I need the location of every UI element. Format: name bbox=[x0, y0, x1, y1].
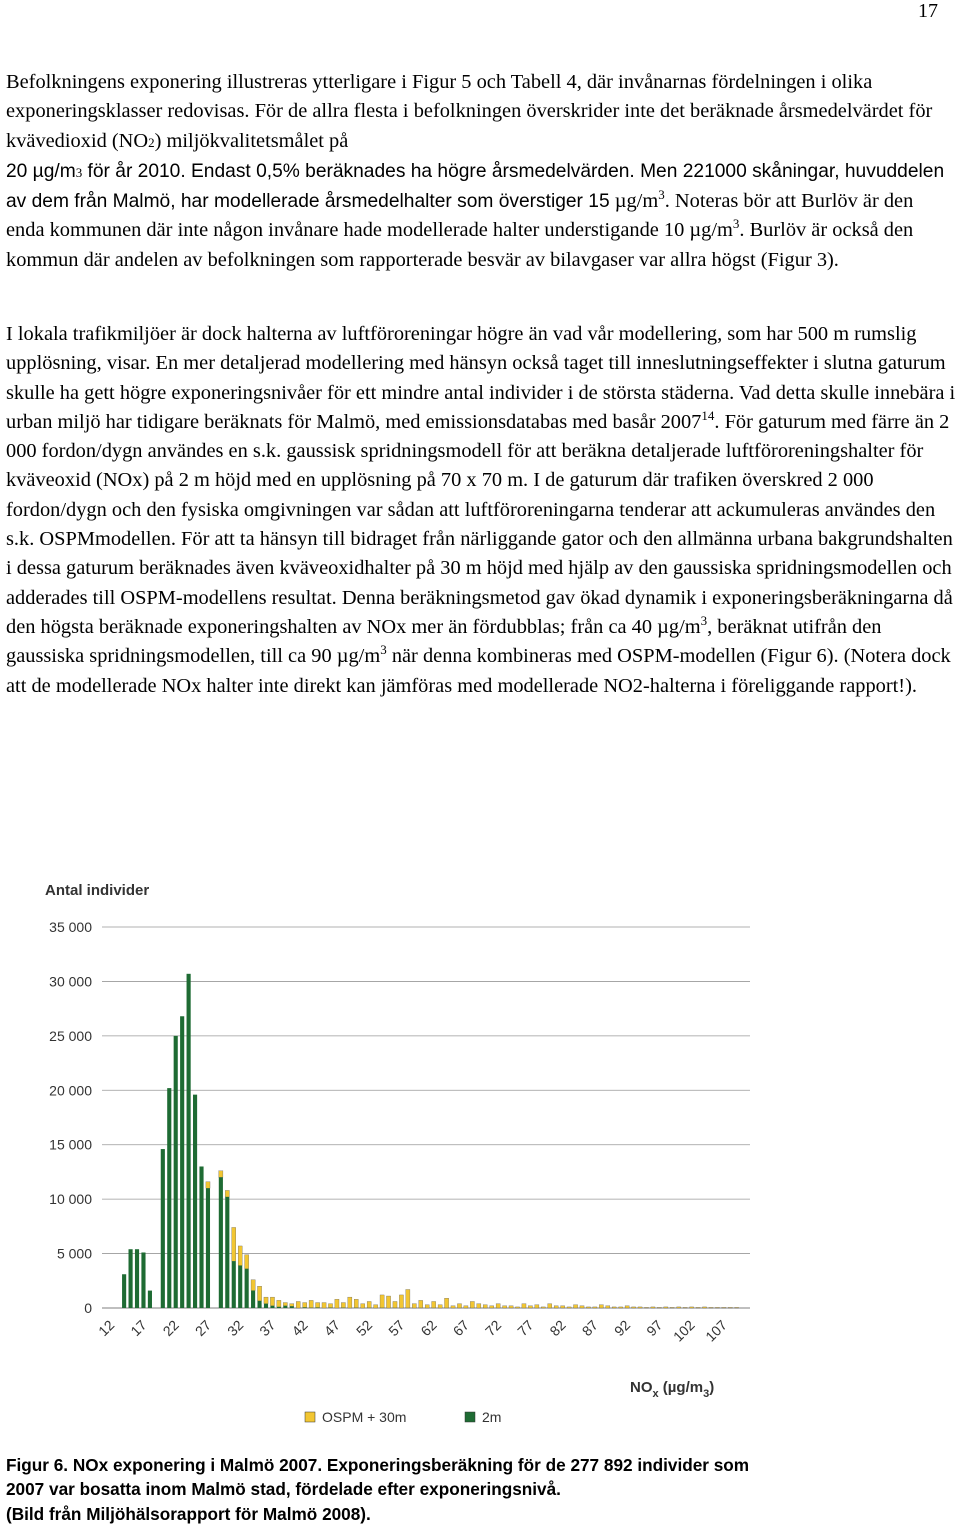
text-span: för år 2010. Endast 0,5% beräknades ha högre årsmedelvärden. Men 221000 skåningar, huvuddelen av dem från Malmö, har modellerade årsmedelhalter som överstiger 15 bbox=[6, 160, 945, 213]
y-tick-label: 30 000 bbox=[49, 973, 92, 990]
x-tick-label: 47 bbox=[320, 1316, 344, 1340]
bar-ospm bbox=[316, 1303, 320, 1308]
x-tick-label: 17 bbox=[127, 1316, 150, 1340]
bar-ospm bbox=[722, 1307, 726, 1308]
bar-ospm bbox=[425, 1305, 429, 1308]
y-tick-labels bbox=[49, 919, 92, 1316]
bar-ospm bbox=[251, 1280, 255, 1291]
x-tick-label: 62 bbox=[417, 1316, 440, 1340]
bar-ospm bbox=[561, 1306, 565, 1308]
bar-2m bbox=[219, 1177, 223, 1308]
bar-ospm bbox=[270, 1297, 274, 1306]
figure-caption bbox=[6, 1453, 956, 1526]
superscript: 3 bbox=[732, 216, 740, 232]
bar-2m bbox=[277, 1307, 281, 1308]
bar-ospm bbox=[380, 1295, 384, 1308]
bar-2m bbox=[187, 974, 191, 1308]
caption-line-1: Figur 6. NOx exponering i Malmö 2007. Exponeringsberäkning för de 277 892 individer som bbox=[6, 1455, 750, 1475]
bar-ospm bbox=[503, 1306, 507, 1308]
bar-2m bbox=[167, 1088, 171, 1308]
bar-2m bbox=[161, 1149, 165, 1308]
paragraph-1 bbox=[6, 68, 956, 275]
x-axis-title-close: ) bbox=[709, 1379, 715, 1396]
bar-ospm bbox=[522, 1304, 526, 1308]
bar-2m bbox=[264, 1304, 268, 1308]
bar-ospm bbox=[709, 1307, 713, 1308]
y-tick-label: 5 000 bbox=[56, 1245, 92, 1262]
bar-2m bbox=[180, 1016, 184, 1308]
x-tick-label: 97 bbox=[643, 1316, 666, 1340]
bar-ospm bbox=[670, 1307, 674, 1308]
bar-ospm bbox=[225, 1190, 229, 1197]
bar-ospm bbox=[393, 1301, 397, 1307]
bar-ospm bbox=[399, 1295, 403, 1308]
bar-ospm bbox=[515, 1307, 519, 1308]
bar-ospm bbox=[496, 1304, 500, 1308]
y-tick-label: 15 000 bbox=[49, 1136, 92, 1153]
bar-ospm bbox=[335, 1299, 339, 1308]
x-axis-title-sub: x bbox=[652, 1388, 659, 1400]
bar-ospm bbox=[464, 1306, 468, 1308]
bar-ospm bbox=[470, 1301, 474, 1307]
bar-2m bbox=[257, 1301, 261, 1308]
bar-2m bbox=[251, 1291, 255, 1308]
y-axis-title: Antal individer bbox=[45, 882, 150, 899]
bar-ospm bbox=[264, 1297, 268, 1304]
x-tick-label: 42 bbox=[288, 1316, 311, 1340]
bar-ospm bbox=[528, 1306, 532, 1308]
legend-swatch-2m bbox=[465, 1412, 475, 1422]
bar-ospm bbox=[715, 1307, 719, 1308]
bar-ospm bbox=[651, 1307, 655, 1308]
bar-ospm bbox=[257, 1286, 261, 1301]
bar-ospm bbox=[290, 1304, 294, 1307]
bar-ospm bbox=[619, 1307, 623, 1308]
bar-2m bbox=[270, 1306, 274, 1308]
text-span: . För gaturum med färre än 2 000 fordon/dygn användes en s.k. gaussisk spridningsmodell för att beräkna detaljerade luftföroreningshalter för kväveoxid (NOx) på 2 m höjd med en upplösning på 70 x 70 m. I de gaturum där trafiken överskred 2 000 fordon/dygn och den fysiska omgivningen var sådan att luftföroreningarna tenderar att ackumuleras användes den s.k. OSPMmodellen. För att ta hänsyn till bidraget från närliggande gator och den allmänna urbana bakgrundshalten i dessa gaturum beräknades även kväveoxidhalter på 30 m höjd med hjälp av den gaussiska spridningsmodellen och adderades till OSPM-modellens resultat. Denna beräkningsmetod gav ökad dynamik i exponeringsberäkningarna då den högsta beräknade exponeringshalten av NOx mer än fördubblas; från ca 40 µg/m bbox=[6, 410, 953, 638]
bar-2m bbox=[193, 1095, 197, 1308]
bar-ospm bbox=[548, 1304, 552, 1308]
bars bbox=[122, 974, 739, 1308]
x-tick-label: 77 bbox=[514, 1316, 537, 1340]
bar-ospm bbox=[348, 1297, 352, 1308]
bar-2m bbox=[238, 1266, 242, 1308]
bar-2m bbox=[135, 1249, 139, 1308]
figure-6-chart bbox=[0, 860, 960, 1440]
bar-ospm bbox=[232, 1227, 236, 1261]
bar-ospm bbox=[644, 1307, 648, 1308]
bar-ospm bbox=[702, 1307, 706, 1308]
superscript: 3 bbox=[380, 642, 387, 658]
superscript: 3 bbox=[700, 613, 708, 629]
bar-ospm bbox=[580, 1306, 584, 1308]
bar-ospm bbox=[277, 1300, 281, 1307]
y-tick-label: 10 000 bbox=[49, 1191, 92, 1208]
x-tick-label: 27 bbox=[191, 1316, 215, 1340]
x-tick-label: 67 bbox=[449, 1316, 473, 1340]
bar-ospm bbox=[625, 1306, 629, 1308]
text-span: , beräknat utifrån den gaussiska spridningsmodellen, till ca 90 µg/m bbox=[6, 615, 882, 668]
x-tick-label: 92 bbox=[610, 1316, 634, 1340]
bar-ospm bbox=[677, 1307, 681, 1308]
paragraph-2 bbox=[6, 320, 956, 701]
bar-ospm bbox=[541, 1307, 545, 1308]
page-number: 17 bbox=[918, 0, 938, 22]
x-tick-label: 72 bbox=[481, 1316, 505, 1340]
bar-2m bbox=[141, 1252, 145, 1308]
bar-ospm bbox=[328, 1304, 332, 1308]
bar-ospm bbox=[632, 1307, 636, 1308]
bar-2m bbox=[129, 1249, 133, 1308]
y-tick-label: 20 000 bbox=[49, 1082, 92, 1099]
bar-ospm bbox=[509, 1306, 513, 1308]
bar-ospm bbox=[483, 1305, 487, 1308]
text-span: ) miljökvalitetsmålet på bbox=[154, 129, 349, 152]
caption-line-3: (Bild från Miljöhälsorapport för Malmö 2008). bbox=[6, 1503, 371, 1524]
bar-ospm bbox=[374, 1305, 378, 1308]
text-span: Befolkningens exponering illustreras ytterligare i Figur 5 och Tabell 4, där invånarnas fördelningen i olika exponeringsklasser redovisas. För de allra flesta i befolkningen överskrider inte det beräknade årsmedelvärdet för kvävedioxid (NO bbox=[6, 71, 933, 152]
y-tick-label: 35 000 bbox=[49, 919, 92, 935]
x-tick-label: 107 bbox=[702, 1316, 730, 1345]
bar-ospm bbox=[219, 1171, 223, 1178]
bar-ospm bbox=[303, 1303, 307, 1308]
bar-ospm bbox=[683, 1307, 687, 1308]
bar-ospm bbox=[238, 1246, 242, 1266]
legend-label-2m: 2m bbox=[482, 1409, 502, 1425]
bar-ospm bbox=[206, 1182, 210, 1189]
caption-line-2: 2007 var bosatta inom Malmö stad, fördelade efter exponeringsnivå. bbox=[6, 1479, 561, 1500]
text-span: . Noteras bör att Burlöv är den enda kommunen där inte någon invånare hade modellerade halter understigande 10 µg/m bbox=[6, 190, 914, 242]
bar-2m bbox=[206, 1188, 210, 1308]
bar-ospm bbox=[451, 1306, 455, 1308]
bar-ospm bbox=[367, 1301, 371, 1307]
bar-2m bbox=[225, 1197, 229, 1308]
bar-2m bbox=[232, 1261, 236, 1308]
bar-ospm bbox=[490, 1306, 494, 1308]
bar-2m bbox=[174, 1036, 178, 1308]
x-tick-label: 102 bbox=[669, 1316, 698, 1345]
bar-2m bbox=[290, 1306, 294, 1308]
bar-ospm bbox=[354, 1299, 358, 1308]
bar-ospm bbox=[296, 1301, 300, 1308]
text-span: när denna kombineras med OSPM-modellen (Figur 6). (Notera dock att de modellerade NOx halter inte direkt kan jämföras med modellerade NO2-halterna i föreliggande rapport!). bbox=[6, 645, 951, 697]
bar-ospm bbox=[361, 1304, 365, 1308]
bar-2m bbox=[245, 1269, 249, 1308]
x-tick-label: 22 bbox=[159, 1316, 182, 1340]
bar-2m bbox=[199, 1166, 203, 1308]
bar-ospm bbox=[477, 1304, 481, 1308]
bar-ospm bbox=[573, 1305, 577, 1308]
text-span: . Burlöv är också den kommun där andelen av befolkningen som rapporterade besvär av bilavgaser var allra högst (Figur 3). bbox=[6, 219, 914, 271]
bar-ospm bbox=[599, 1305, 603, 1308]
bar-ospm bbox=[406, 1289, 410, 1307]
bar-ospm bbox=[432, 1301, 436, 1307]
bar-ospm bbox=[535, 1305, 539, 1308]
x-tick-label: 52 bbox=[352, 1316, 376, 1340]
subscript: 3 bbox=[75, 164, 83, 180]
x-tick-label: 37 bbox=[256, 1316, 279, 1340]
bar-2m bbox=[303, 1307, 307, 1308]
bar-ospm bbox=[457, 1304, 461, 1308]
bar-2m bbox=[122, 1274, 126, 1308]
bar-ospm bbox=[586, 1307, 590, 1308]
x-axis-title bbox=[630, 1379, 714, 1400]
bar-ospm bbox=[735, 1307, 739, 1308]
bar-ospm bbox=[554, 1306, 558, 1308]
bar-ospm bbox=[419, 1300, 423, 1308]
bar-ospm bbox=[690, 1307, 694, 1308]
bar-ospm bbox=[567, 1307, 571, 1308]
x-axis-title-unit-sub: 3 bbox=[703, 1388, 710, 1400]
bar-ospm bbox=[664, 1307, 668, 1308]
bar-2m bbox=[148, 1291, 152, 1308]
superscript: 14 bbox=[701, 408, 715, 424]
bar-ospm bbox=[386, 1296, 390, 1308]
bar-ospm bbox=[657, 1307, 661, 1308]
bar-ospm bbox=[606, 1306, 610, 1308]
x-tick-label: 32 bbox=[223, 1316, 247, 1340]
text-span: µg/m bbox=[614, 190, 659, 213]
bar-ospm bbox=[696, 1307, 700, 1308]
text-span: 20 µg/m bbox=[6, 160, 76, 182]
superscript: 3 bbox=[658, 187, 665, 203]
x-axis-title-main: NO bbox=[630, 1379, 653, 1396]
legend bbox=[305, 1409, 501, 1425]
x-tick-labels bbox=[95, 1317, 730, 1345]
bar-ospm bbox=[593, 1307, 597, 1308]
x-tick-label: 57 bbox=[385, 1316, 408, 1340]
bar-ospm bbox=[341, 1303, 345, 1308]
text-span: I lokala trafikmiljöer är dock halterna av luftföroreningar högre än vad vår modellering, som har 500 m rumslig upplösning, visar. En mer detaljerad modellering med hänsyn också taget till inneslutningseffekter i slutna gaturum skulle ha gett högre exponeringsnivåer för ett mindre antal individer i de största städerna. Vad detta skulle innebära i urban miljö har tidigare beräknats för Malmö, med emissionsdatabas med basår 2007 bbox=[6, 323, 956, 433]
legend-swatch-ospm bbox=[305, 1412, 315, 1422]
bar-ospm bbox=[412, 1304, 416, 1308]
x-tick-label: 12 bbox=[95, 1316, 118, 1340]
bar-chart bbox=[0, 860, 960, 1440]
subscript: 2 bbox=[148, 134, 155, 150]
x-axis-title-unit: (µg/m bbox=[658, 1379, 704, 1396]
bar-ospm bbox=[245, 1255, 249, 1269]
legend-label-ospm: OSPM + 30m bbox=[322, 1409, 407, 1425]
bar-ospm bbox=[638, 1307, 642, 1308]
bar-ospm bbox=[283, 1303, 287, 1306]
y-gridlines bbox=[102, 927, 750, 1308]
x-tick-label: 87 bbox=[578, 1316, 602, 1340]
bar-ospm bbox=[728, 1307, 732, 1308]
bar-ospm bbox=[438, 1305, 442, 1308]
x-tick-label: 82 bbox=[546, 1316, 569, 1340]
bar-ospm bbox=[309, 1300, 313, 1307]
bar-ospm bbox=[612, 1307, 616, 1308]
bar-ospm bbox=[445, 1298, 449, 1308]
y-tick-label: 0 bbox=[84, 1300, 92, 1316]
bar-ospm bbox=[322, 1303, 326, 1308]
y-tick-label: 25 000 bbox=[49, 1027, 92, 1044]
bar-2m bbox=[283, 1306, 287, 1308]
